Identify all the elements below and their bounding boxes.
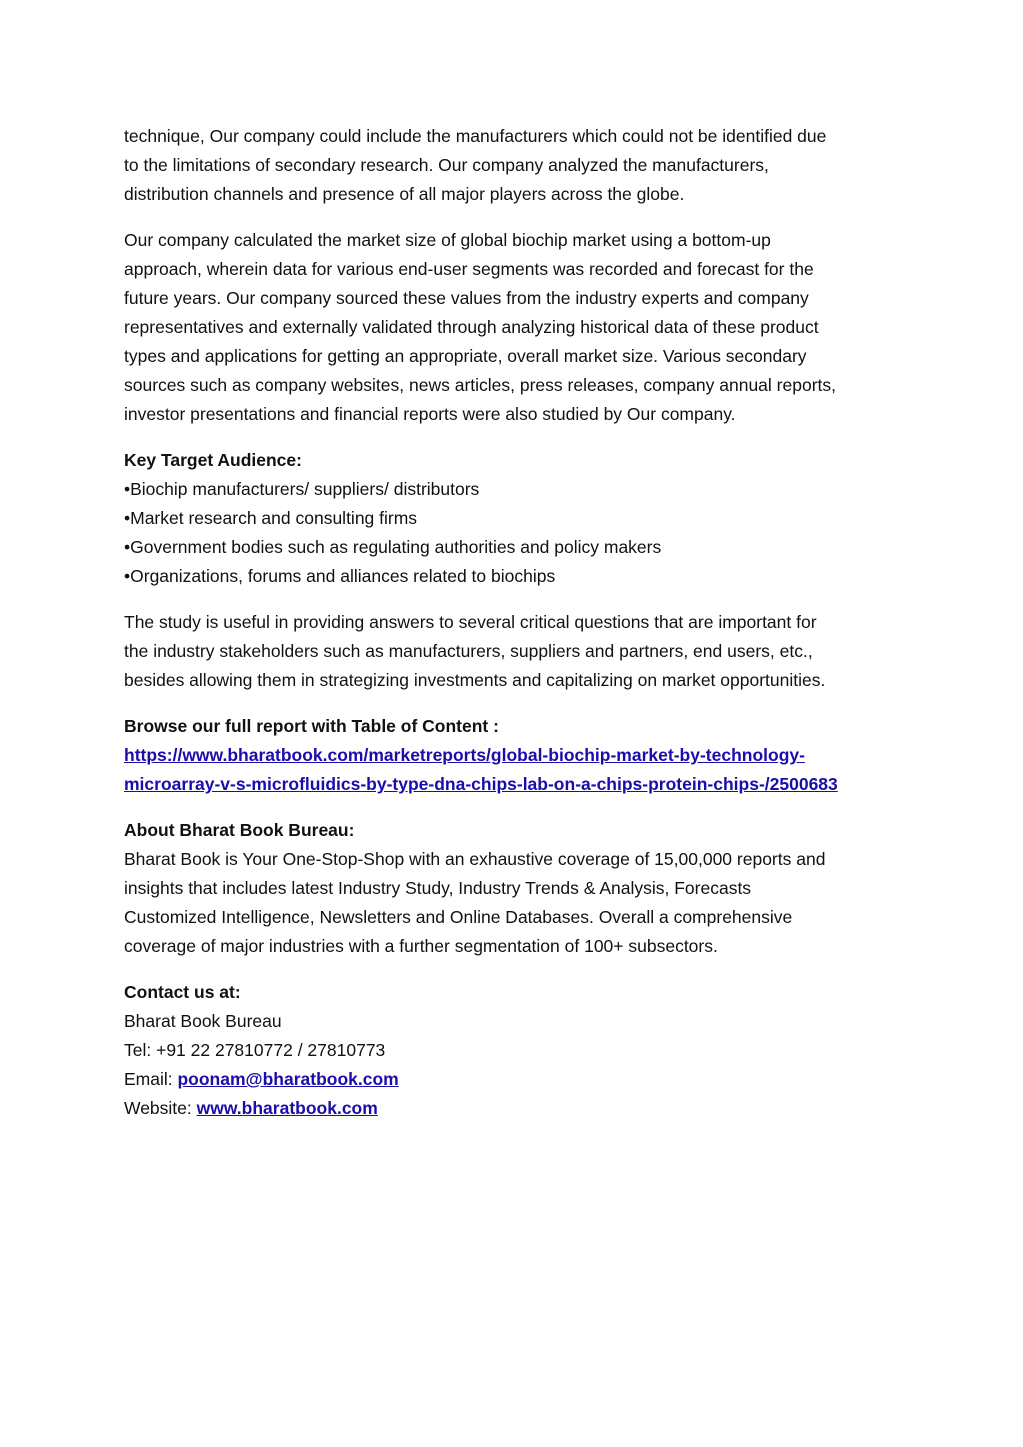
email-label: Email: [124, 1069, 178, 1089]
browse-report-section [124, 712, 904, 799]
report-link[interactable] [124, 770, 904, 799]
audience-list-item: •Biochip manufacturers/ suppliers/ distributors [124, 479, 480, 499]
browse-report-heading: Browse our full report with Table of Content : [124, 716, 499, 736]
text-line: types and applications for getting an appropriate, overall market size. Various secondary [124, 346, 807, 366]
text-line: besides allowing them in strategizing investments and capitalizing on market opportunities. [124, 670, 826, 690]
text-line: coverage of major industries with a further segmentation of 100+ subsectors. [124, 936, 718, 956]
text-line: Our company calculated the market size of global biochip market using a bottom-up [124, 230, 771, 250]
study-usefulness-paragraph [124, 608, 904, 695]
contact-section [124, 978, 904, 1123]
target-audience-section [124, 446, 904, 591]
methodology-paragraph [124, 122, 904, 209]
text-line: Customized Intelligence, Newsletters and Online Databases. Overall a comprehensive [124, 907, 793, 927]
text-line: Bharat Book is Your One-Stop-Shop with an exhaustive coverage of 15,00,000 reports and [124, 849, 826, 869]
text-line: sources such as company websites, news articles, press releases, company annual reports, [124, 375, 836, 395]
website-label: Website: [124, 1098, 197, 1118]
report-link[interactable] [124, 741, 904, 770]
text-line: future years. Our company sourced these values from the industry experts and company [124, 288, 809, 308]
target-audience-heading: Key Target Audience: [124, 450, 302, 470]
text-line: The study is useful in providing answers to several critical questions that are important for [124, 612, 817, 632]
text-line: to the limitations of secondary research. Our company analyzed the manufacturers, [124, 155, 769, 175]
text-line: approach, wherein data for various end-user segments was recorded and forecast for the [124, 259, 814, 279]
report-link-line[interactable]: microarray-v-s-microfluidics-by-type-dna-chips-lab-on-a-chips-protein-chips-/2500683 [124, 774, 838, 794]
text-line: representatives and externally validated through analyzing historical data of these product [124, 317, 819, 337]
text-line: the industry stakeholders such as manufacturers, suppliers and partners, end users, etc., [124, 641, 813, 661]
contact-website-row [124, 1094, 904, 1123]
document-page [124, 122, 904, 1140]
website-link[interactable]: www.bharatbook.com [196, 1098, 378, 1118]
text-line: technique, Our company could include the manufacturers which could not be identified due [124, 126, 827, 146]
text-line: distribution channels and presence of all major players across the globe. [124, 184, 685, 204]
text-line: investor presentations and financial reports were also studied by Our company. [124, 404, 736, 424]
audience-list-item: •Government bodies such as regulating authorities and policy makers [124, 537, 662, 557]
contact-email-row [124, 1065, 904, 1094]
audience-list-item: •Organizations, forums and alliances related to biochips [124, 566, 556, 586]
text-line: insights that includes latest Industry Study, Industry Trends & Analysis, Forecasts [124, 878, 752, 898]
contact-phone: Tel: +91 22 27810772 / 27810773 [124, 1040, 386, 1060]
about-section [124, 816, 904, 961]
email-link[interactable]: poonam@bharatbook.com [177, 1069, 399, 1089]
report-link-line[interactable]: https://www.bharatbook.com/marketreports/global-biochip-market-by-technology- [124, 745, 805, 765]
market-size-paragraph [124, 226, 904, 429]
about-heading: About Bharat Book Bureau: [124, 820, 355, 840]
contact-company: Bharat Book Bureau [124, 1011, 282, 1031]
audience-list-item: •Market research and consulting firms [124, 508, 418, 528]
contact-heading: Contact us at: [124, 982, 241, 1002]
